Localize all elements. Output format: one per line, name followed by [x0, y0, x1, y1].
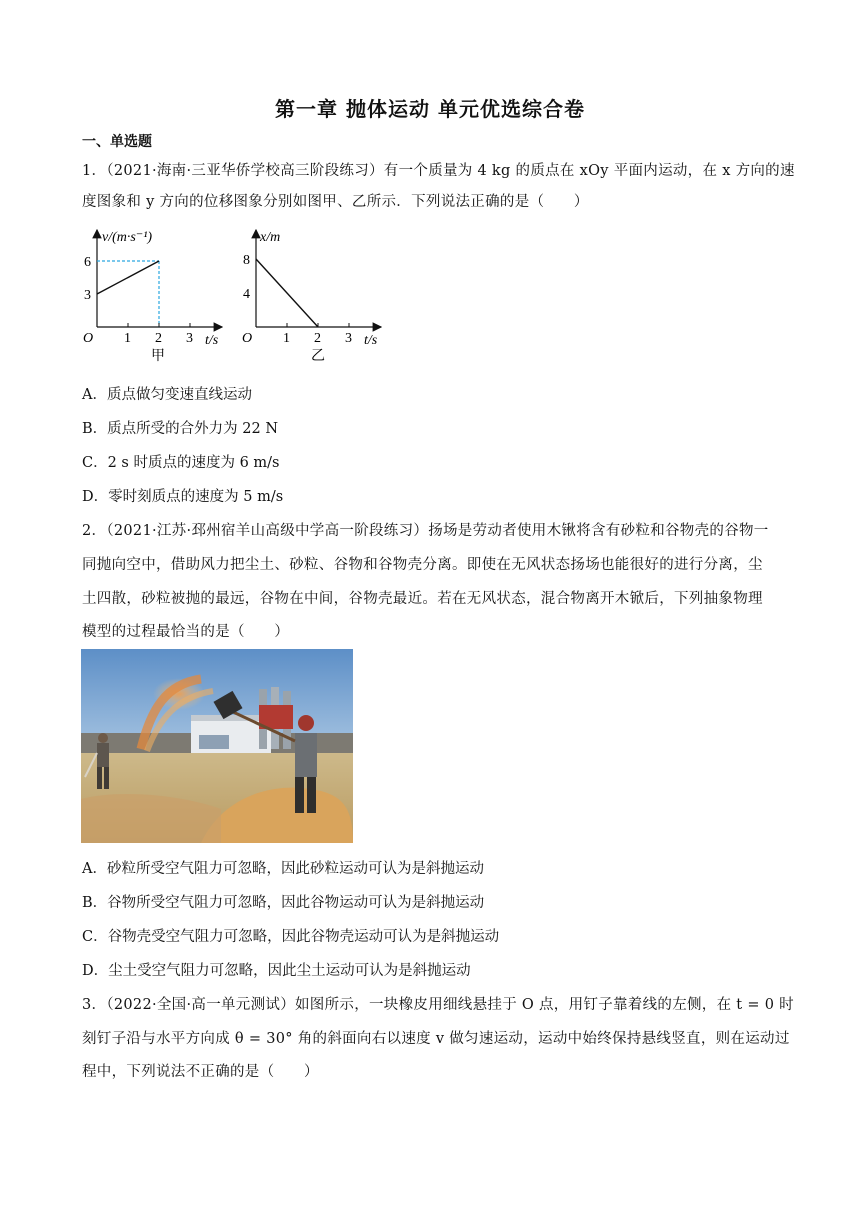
q2-option-a: A．砂粒所受空气阻力可忽略，因此砂粒运动可认为是斜抛运动 — [82, 861, 484, 877]
q2-stem-line-4: 模型的过程最恰当的是（ ） — [82, 624, 290, 640]
q2-stem-line-2: 同抛向空中，借助风力把尘土、砂粒、谷物和谷物壳分离。即使在无风状态扬场也能很好的进行分离，尘 — [82, 557, 763, 573]
q1-option-c: C．2 s 时质点的速度为 6 m/s — [82, 455, 280, 471]
q1-graph-jia-origin: O — [83, 331, 94, 346]
q3-stem-line-2: 刻钉子沿与水平方向成 θ = 30° 角的斜面向右以速度 v 做匀速运动，运动中始终保持悬线竖直，则在运动过 — [82, 1031, 790, 1047]
q1-graph-yi-xtick-1: 1 — [283, 331, 290, 346]
winnowing-photo — [81, 649, 353, 843]
q1-stem-line-2: 度图象和 y 方向的位移图象分别如图甲、乙所示．下列说法正确的是（ ） — [82, 194, 589, 210]
q1-graph-jia-line — [97, 261, 159, 294]
q1-graph-jia-caption: 甲 — [151, 349, 165, 364]
page-title: 第一章 抛体运动 单元优选综合卷 — [275, 97, 585, 121]
q1-graph-jia-xtick-2: 2 — [155, 331, 162, 346]
q1-graph-jia-ytick-3: 3 — [84, 288, 91, 303]
q1-option-a: A．质点做匀变速直线运动 — [82, 387, 252, 403]
q3-stem-line-1: 3．（2022·全国·高一单元测试）如图所示，一块橡皮用细线悬挂于 O 点，用钉子靠着线的左侧，在 t = 0 时 — [82, 997, 794, 1013]
q1-graph-jia-xtick-3: 3 — [186, 331, 193, 346]
q1-graph-yi-xtick-3: 3 — [345, 331, 352, 346]
q1-option-d: D．零时刻质点的速度为 5 m/s — [82, 489, 284, 505]
q1-graph-yi-line — [256, 259, 318, 327]
q1-graph-yi-caption: 乙 — [311, 349, 325, 364]
q2-stem-line-1: 2．（2021·江苏·邳州宿羊山高级中学高一阶段练习）扬场是劳动者使用木锹将含有砂粒和谷物壳的谷物一 — [82, 523, 769, 539]
q1-graph-jia — [80, 224, 230, 366]
q1-graph-yi-ylabel: x/m — [260, 230, 281, 245]
q1-option-b: B．质点所受的合外力为 22 N — [82, 421, 279, 437]
section-heading: 一、单选题 — [82, 134, 152, 150]
q2-option-b: B．谷物所受空气阻力可忽略，因此谷物运动可认为是斜抛运动 — [82, 895, 485, 911]
q3-stem-line-3: 程中，下列说法不正确的是（ ） — [82, 1064, 319, 1080]
q2-stem-line-3: 土四散，砂粒被抛的最远，谷物在中间，谷物壳最近。若在无风状态，混合物离开木锨后，下列抽象物理 — [82, 591, 763, 607]
q1-graph-yi-xtick-2: 2 — [314, 331, 321, 346]
q1-graph-yi-ytick-4: 4 — [243, 287, 250, 302]
q1-graph-yi-ytick-8: 8 — [243, 253, 250, 268]
q1-graph-jia-ytick-6: 6 — [84, 255, 91, 270]
q1-graph-yi-xlabel: t/s — [364, 333, 378, 348]
q1-graph-jia-xtick-1: 1 — [124, 331, 131, 346]
q1-graph-yi — [238, 224, 388, 366]
q1-graph-jia-ylabel: v/(m·s⁻¹) — [102, 230, 153, 245]
q2-option-c: C．谷物壳受空气阻力可忽略，因此谷物壳运动可认为是斜抛运动 — [82, 929, 500, 945]
q1-graph-jia-xlabel: t/s — [205, 333, 219, 348]
q1-stem-line-1: 1．（2021·海南·三亚华侨学校高三阶段练习）有一个质量为 4 kg 的质点在 xOy 平面内运动，在 x 方向的速 — [82, 163, 795, 179]
q2-option-d: D．尘土受空气阻力可忽略，因此尘土运动可认为是斜抛运动 — [82, 963, 471, 979]
q1-graph-yi-origin: O — [242, 331, 253, 346]
